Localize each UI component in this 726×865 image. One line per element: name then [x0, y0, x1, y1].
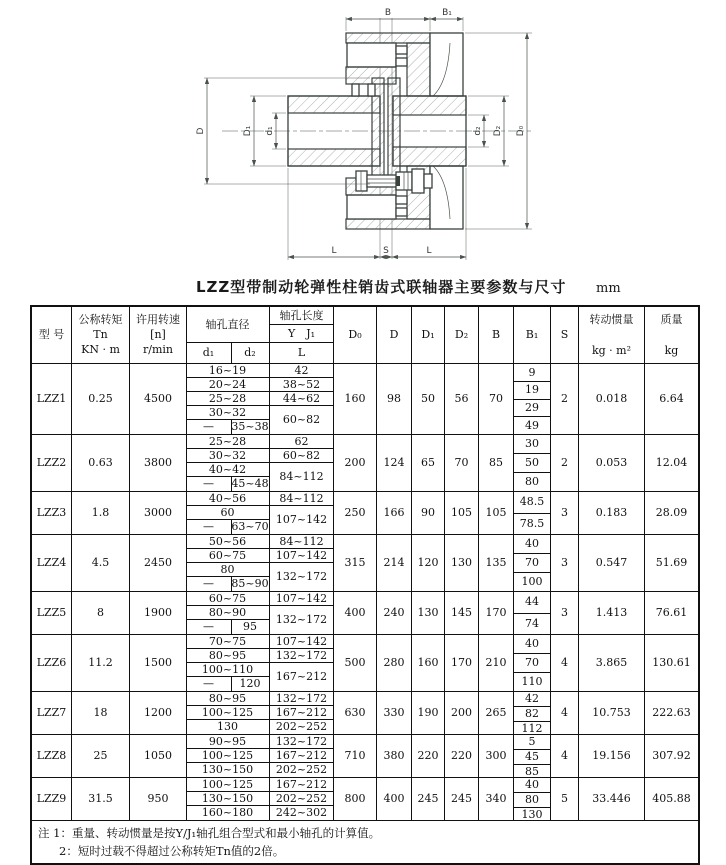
cell-D2: 145 — [445, 592, 479, 634]
cell-bore-d: 60~75 — [187, 592, 270, 606]
cell-bore-d2: 85~90 — [231, 577, 269, 591]
cell-model: LZZ8 — [32, 735, 72, 777]
cell-B1-group — [514, 364, 551, 434]
cell-D1: 190 — [412, 692, 445, 734]
b1-stack — [514, 778, 550, 820]
cell-bore-d1: — — [187, 477, 232, 491]
cell-model: LZZ6 — [32, 635, 72, 691]
cell-mass: 307.92 — [652, 749, 691, 763]
cell-inertia: 1.413 — [579, 592, 645, 634]
cell-B: 210 — [479, 635, 514, 691]
table-row — [32, 778, 698, 821]
cell-D2: 56 — [445, 364, 479, 434]
cell-model: LZZ1 — [32, 364, 72, 434]
cell-torque: 0.25 — [72, 364, 130, 434]
dim-label-S: S — [383, 246, 389, 256]
table-row — [32, 692, 698, 735]
cell-speed: 3800 — [130, 435, 187, 491]
cell-torque: 4.5 — [72, 535, 130, 591]
cell-inertia: 19.156 — [579, 735, 645, 777]
right-hub — [393, 96, 466, 166]
cell-speed: 3000 — [130, 492, 187, 534]
cell-D: 214 — [377, 535, 412, 591]
cell-B1-group — [514, 535, 551, 591]
bore-subtable — [187, 635, 334, 691]
cell-bore-d2: 45~48 — [231, 477, 269, 491]
b1-stack — [514, 735, 550, 777]
header-mass-line: 质量 — [660, 313, 683, 326]
cell-bore-length: 132~172 — [270, 735, 334, 749]
cell-speed: 2450 — [130, 535, 187, 591]
cell-bore-d1: — — [187, 677, 232, 691]
cell-inertia: 0.183 — [579, 492, 645, 534]
cell-bore-length: 202~252 — [270, 792, 334, 807]
table-row — [32, 435, 698, 492]
cell-B: 105 — [479, 492, 514, 534]
cell-bore-length: 202~252 — [275, 763, 328, 777]
header-yj: Y J₁ — [270, 325, 334, 343]
cell-bore-length: 107~142 — [275, 513, 328, 527]
bore-subtable — [187, 364, 334, 434]
cell-B1-group — [514, 492, 551, 534]
brake-wheel-top — [346, 33, 463, 96]
cell-bore-d: 16~19 — [187, 364, 270, 378]
cell-bore-length: 60~82 — [270, 449, 334, 464]
table-row — [32, 364, 698, 435]
cell-bore-length: 167~212 — [270, 706, 334, 721]
header-d1: d₁ — [187, 343, 232, 363]
table-body — [32, 364, 698, 821]
cell-S: 3 — [551, 492, 579, 534]
header-inertia-line: kg · m² — [591, 344, 632, 358]
cell-D1: 220 — [412, 735, 445, 777]
cell-B1-value: 40 — [525, 778, 539, 791]
cell-bore-length: 132~172 — [270, 692, 334, 706]
unit-label: mm — [596, 281, 621, 296]
cell-bore-d: 130~150 — [187, 792, 270, 807]
cell-bore-d: 130~150 — [187, 763, 270, 777]
table-notes — [32, 821, 698, 863]
cell-B1-value: 112 — [514, 721, 550, 735]
cell-bore-d: 100~110 — [187, 663, 270, 678]
cell-torque: 8 — [72, 592, 130, 634]
cell-torque: 31.5 — [72, 778, 130, 820]
cell-mass: 12.04 — [655, 456, 688, 470]
cell-B: 170 — [479, 592, 514, 634]
cell-S: 3 — [551, 535, 579, 591]
cell-B1-group — [514, 592, 551, 634]
cell-D0: 250 — [334, 492, 377, 534]
cell-speed: 950 — [130, 778, 187, 820]
cell-D1: 90 — [412, 492, 445, 534]
header-B: B — [479, 307, 514, 363]
dim-label-D1: D₁ — [243, 125, 253, 137]
b1-stack — [514, 535, 550, 591]
cell-D1: 245 — [412, 778, 445, 820]
header-mass — [645, 307, 698, 363]
b1-stack — [514, 635, 550, 691]
cell-D2: 130 — [445, 535, 479, 591]
cell-B1-value: 30 — [525, 437, 539, 451]
cell-D1: 50 — [412, 364, 445, 434]
cell-B1-value: 74 — [514, 613, 550, 635]
cell-B1-value: 70 — [514, 553, 550, 572]
cell-D0: 315 — [334, 535, 377, 591]
cell-bore-d: 100~125 — [187, 706, 270, 721]
cell-D2: 220 — [445, 735, 479, 777]
table-row — [32, 592, 698, 635]
cell-D1: 65 — [412, 435, 445, 491]
cell-B: 135 — [479, 535, 514, 591]
cell-D0: 710 — [334, 735, 377, 777]
dim-label-D0: D₀ — [516, 125, 526, 137]
dim-label-D: D — [196, 127, 206, 135]
cell-B1-value: 5 — [528, 735, 536, 748]
cell-D0: 500 — [334, 635, 377, 691]
dim-label-L-left: L — [331, 246, 337, 256]
cell-bore-length: 42 — [270, 364, 334, 378]
dim-label-B1: B₁ — [442, 8, 452, 18]
dim-label-L-right: L — [426, 246, 432, 256]
cell-bore-length: 44~62 — [270, 392, 334, 407]
cell-B1-value: 78.5 — [514, 513, 550, 535]
cell-bore-d: 60 — [187, 506, 270, 521]
cell-bore-length: 84~112 — [270, 492, 334, 506]
dim-label-B: B — [384, 8, 392, 18]
cell-D0: 630 — [334, 692, 377, 734]
cell-model: LZZ5 — [32, 592, 72, 634]
cell-inertia: 0.547 — [579, 535, 645, 591]
cell-bore-length: 107~142 — [270, 635, 334, 649]
cell-bore-d: 80 — [187, 563, 270, 578]
cell-mass: 405.88 — [652, 792, 691, 806]
cell-speed: 1900 — [130, 592, 187, 634]
header-d2: d₂ — [232, 343, 270, 363]
cell-bore-length: 167~212 — [270, 749, 334, 764]
bore-subtable — [187, 492, 334, 534]
cell-bore-d2: 95 — [232, 620, 270, 634]
cell-D: 166 — [377, 492, 412, 534]
cell-mass: 76.61 — [655, 606, 688, 620]
header-speed-line: [n] — [150, 328, 166, 342]
cell-bore-length: 107~142 — [270, 549, 334, 564]
cell-B1-group — [514, 692, 551, 734]
b1-stack — [514, 592, 550, 634]
cell-D: 330 — [377, 692, 412, 734]
cell-bore-length: 107~142 — [270, 592, 334, 606]
cell-bore-d: 25~28 — [187, 392, 270, 407]
b1-stack — [514, 364, 550, 434]
cell-B1-value: 44 — [525, 595, 539, 609]
cell-bore-length: 167~212 — [270, 778, 334, 792]
cell-bore-length: 132~172 — [270, 649, 334, 664]
cell-S: 4 — [551, 635, 579, 691]
bore-subtable — [187, 692, 334, 734]
header-speed-line: 许用转速 — [136, 313, 180, 327]
bore-subtable — [187, 535, 334, 591]
cell-S: 2 — [551, 364, 579, 434]
cell-bore-d: 25~28 — [187, 435, 270, 449]
header-torque-line: 公称转矩 — [78, 313, 123, 327]
cell-bore-d: 100~125 — [187, 778, 270, 792]
cell-inertia: 0.053 — [579, 435, 645, 491]
cell-D0: 160 — [334, 364, 377, 434]
cell-D0: 400 — [334, 592, 377, 634]
page-title: LZZ型带制动轮弹性柱销齿式联轴器主要参数与尺寸 — [196, 278, 567, 296]
cell-bore-d: 20~24 — [187, 378, 270, 393]
cell-B1-value: 110 — [514, 672, 550, 691]
cell-B1-group — [514, 635, 551, 691]
cell-speed: 4500 — [130, 364, 187, 434]
cell-speed: 1050 — [130, 735, 187, 777]
note-line-2: 2：短时过载不得超过公称转矩Tn值的2倍。 — [59, 844, 285, 859]
header-S: S — [551, 307, 579, 363]
cell-S: 4 — [551, 692, 579, 734]
cell-D1: 120 — [412, 535, 445, 591]
bore-subtable — [187, 435, 334, 491]
cell-B1-value: 19 — [514, 381, 550, 399]
cell-B1-value: 82 — [514, 706, 550, 721]
cell-mass: 51.69 — [655, 556, 688, 570]
cell-bore-length: 60~82 — [282, 413, 321, 427]
cell-bore-d: 40~42 — [187, 463, 270, 478]
b1-stack — [514, 492, 550, 534]
cell-D: 98 — [377, 364, 412, 434]
cell-bore-length: 132~172 — [275, 613, 328, 627]
cell-D: 280 — [377, 635, 412, 691]
cell-mass: 222.63 — [652, 706, 691, 720]
header-mass-line: kg — [664, 344, 679, 358]
parameter-table — [30, 305, 700, 865]
cell-B1-value: 40 — [525, 637, 539, 651]
header-torque-line: Tn — [93, 328, 108, 342]
cell-bore-d: 90~95 — [187, 735, 270, 749]
cell-torque: 25 — [72, 735, 130, 777]
cell-B1-value: 29 — [514, 399, 550, 417]
header-L: L — [297, 346, 306, 360]
cell-B1-group — [514, 435, 551, 491]
cell-bore-length: 62 — [270, 435, 334, 449]
cell-bore-d: 40~56 — [187, 492, 270, 506]
cell-B1-value: 130 — [514, 807, 550, 821]
cell-D: 400 — [377, 778, 412, 820]
cell-bore-length: 242~302 — [275, 806, 328, 820]
cell-bore-d2: 63~70 — [231, 520, 269, 534]
cell-D1: 130 — [412, 592, 445, 634]
cell-bore-d: 30~32 — [187, 449, 270, 464]
header-D: D — [377, 307, 412, 363]
bore-subtable — [187, 592, 334, 634]
cell-D2: 170 — [445, 635, 479, 691]
dim-label-d2: d₂ — [473, 126, 483, 136]
cell-S: 5 — [551, 778, 579, 820]
cell-D: 124 — [377, 435, 412, 491]
cell-bore-d1: — — [187, 420, 232, 434]
dim-label-d1: d₁ — [265, 126, 275, 136]
cell-D0: 200 — [334, 435, 377, 491]
cell-mass: 130.61 — [652, 656, 691, 670]
cell-B1-value: 49 — [514, 416, 550, 434]
cell-S: 2 — [551, 435, 579, 491]
cell-bore-d: 100~125 — [187, 749, 270, 764]
cell-model: LZZ4 — [32, 535, 72, 591]
header-D2: D₂ — [445, 307, 479, 363]
cell-inertia: 10.753 — [579, 692, 645, 734]
cell-bore-d: 80~95 — [187, 692, 270, 706]
cell-D: 380 — [377, 735, 412, 777]
cell-inertia: 33.446 — [579, 778, 645, 820]
cell-bore-length: 84~112 — [279, 470, 324, 484]
header-bore-dia: 轴孔直径 — [187, 307, 270, 343]
cell-bore-d: 80~90 — [187, 606, 270, 621]
cell-bore-length: 84~112 — [270, 535, 334, 549]
cell-bore-length: 202~252 — [275, 720, 328, 734]
header-bore-group — [187, 307, 334, 363]
cell-B: 300 — [479, 735, 514, 777]
header-torque — [72, 307, 130, 363]
cell-inertia: 3.865 — [579, 635, 645, 691]
cell-speed: 1500 — [130, 635, 187, 691]
cell-bore-d1: — — [187, 520, 232, 534]
cell-bore-d: 30~32 — [187, 406, 270, 421]
cell-bore-length: 132~172 — [275, 570, 328, 584]
cell-B1-value: 70 — [514, 653, 550, 672]
table-row — [32, 535, 698, 592]
cell-B1-value: 40 — [525, 537, 539, 551]
cell-B1-group — [514, 778, 551, 820]
cell-bore-d: 160~180 — [187, 806, 270, 820]
header-speed — [130, 307, 187, 363]
cell-B1-value: 50 — [514, 453, 550, 472]
cell-mass: 28.09 — [655, 506, 688, 520]
cell-D0: 800 — [334, 778, 377, 820]
cell-S: 4 — [551, 735, 579, 777]
cell-bore-length: 38~52 — [270, 378, 334, 393]
cell-bore-d: 130 — [187, 720, 270, 734]
cell-D2: 70 — [445, 435, 479, 491]
header-B1: B₁ — [514, 307, 551, 363]
header-D0: D₀ — [334, 307, 377, 363]
header-inertia-line: 转动惯量 — [589, 313, 634, 326]
cell-speed: 1200 — [130, 692, 187, 734]
cell-B: 265 — [479, 692, 514, 734]
cell-bore-d: 80~95 — [187, 649, 270, 664]
cell-D2: 200 — [445, 692, 479, 734]
cell-model: LZZ3 — [32, 492, 72, 534]
b1-stack — [514, 692, 550, 734]
cell-D: 240 — [377, 592, 412, 634]
cell-B1-value: 100 — [514, 572, 550, 591]
table-header — [32, 307, 698, 364]
b1-stack — [514, 435, 550, 491]
dim-label-D2: D₂ — [493, 125, 503, 137]
cell-bore-d: 70~75 — [187, 635, 270, 649]
cell-bore-d1: — — [187, 577, 232, 591]
cell-S: 3 — [551, 592, 579, 634]
cell-torque: 18 — [72, 692, 130, 734]
cell-B: 85 — [479, 435, 514, 491]
header-inertia — [579, 307, 645, 363]
note-line-1: 注 1：重量、转动惯量是按Y/J₁轴孔组合型式和最小轴孔的计算值。 — [38, 826, 381, 840]
coupling-section-drawing — [155, 6, 575, 272]
cell-torque: 0.63 — [72, 435, 130, 491]
cell-bore-d1: — — [187, 620, 232, 634]
cell-D2: 245 — [445, 778, 479, 820]
cell-B1-value: 48.5 — [519, 495, 545, 509]
cell-bore-d: 60~75 — [187, 549, 270, 564]
cell-mass: 6.64 — [659, 392, 684, 406]
cell-B: 70 — [479, 364, 514, 434]
header-bore-len: 轴孔长度 — [270, 307, 334, 325]
bore-subtable — [187, 778, 334, 820]
cell-model: LZZ2 — [32, 435, 72, 491]
header-speed-line: r/min — [143, 342, 173, 356]
cell-torque: 1.8 — [72, 492, 130, 534]
header-torque-line: KN · m — [81, 342, 120, 356]
cell-B1-value: 42 — [525, 692, 539, 705]
cell-torque: 11.2 — [72, 635, 130, 691]
header-model: 型 号 — [32, 307, 72, 363]
cell-model: LZZ7 — [32, 692, 72, 734]
cell-B: 340 — [479, 778, 514, 820]
cell-bore-d2: 120 — [232, 677, 270, 691]
cell-B1-value: 45 — [514, 749, 550, 764]
bore-subtable — [187, 735, 334, 777]
cell-D2: 105 — [445, 492, 479, 534]
cell-bore-length: 167~212 — [275, 670, 328, 684]
cell-D1: 160 — [412, 635, 445, 691]
cell-model: LZZ9 — [32, 778, 72, 820]
cell-inertia: 0.018 — [579, 364, 645, 434]
header-D1: D₁ — [412, 307, 445, 363]
cell-B1-value: 80 — [514, 472, 550, 491]
table-row — [32, 735, 698, 778]
cell-bore-d2: 35~38 — [231, 420, 269, 434]
table-row — [32, 492, 698, 535]
cell-B1-value: 80 — [514, 792, 550, 807]
cell-B1-value: 85 — [514, 764, 550, 778]
cell-B1-value: 9 — [528, 365, 536, 379]
cell-bore-d: 50~56 — [187, 535, 270, 549]
table-row — [32, 635, 698, 692]
cell-B1-group — [514, 735, 551, 777]
